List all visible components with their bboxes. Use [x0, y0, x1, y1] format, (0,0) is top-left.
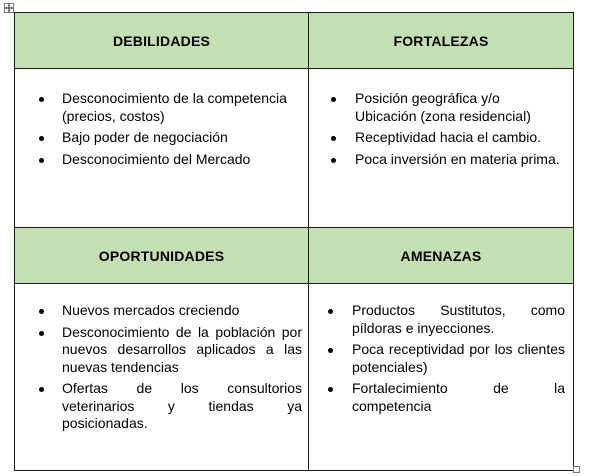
list-item: Receptividad hacia el cambio. — [331, 129, 565, 147]
bullet-icon — [331, 136, 336, 141]
list-fortalezas — [309, 69, 573, 168]
swot-table — [14, 12, 574, 471]
list-item: Nuevos mercados creciendo — [39, 302, 302, 320]
list-item: Desconocimiento de la población por nuevos desarrollos aplicados a las nuevas tendencias — [39, 324, 302, 377]
cell-fortalezas — [309, 69, 574, 228]
header-oportunidades: OPORTUNIDADES — [15, 228, 309, 284]
bullet-icon — [39, 309, 44, 314]
bullet-icon — [39, 331, 44, 336]
table-resize-handle-icon[interactable] — [573, 466, 580, 473]
list-debilidades — [15, 69, 308, 168]
header-debilidades: DEBILIDADES — [15, 13, 309, 69]
list-item: Poca receptividad por los clientes potenciales) — [328, 341, 565, 376]
list-item: Poca inversión en materia prima. — [331, 151, 565, 169]
bullet-icon — [39, 97, 44, 102]
list-item: Bajo poder de negociación — [39, 129, 300, 147]
cell-oportunidades — [15, 284, 309, 471]
header-fortalezas: FORTALEZAS — [309, 13, 574, 69]
bullet-icon — [331, 97, 336, 102]
bullet-icon — [328, 348, 333, 353]
list-item: Ofertas de los consultorios veterinarios y tiendas ya posicionadas. — [39, 380, 302, 433]
bullet-icon — [328, 387, 333, 392]
table-move-handle-icon[interactable] — [4, 3, 14, 13]
bullet-icon — [39, 136, 44, 141]
list-item: Productos Sustitutos, como píldoras e inyecciones. — [328, 302, 565, 337]
bullet-icon — [328, 309, 333, 314]
cell-amenazas — [309, 284, 574, 471]
list-item: Fortalecimiento de la competencia — [328, 380, 565, 415]
list-oportunidades — [15, 284, 308, 433]
list-item: Desconocimiento del Mercado — [39, 151, 300, 169]
list-amenazas — [309, 284, 573, 415]
header-amenazas: AMENAZAS — [309, 228, 574, 284]
list-item: Desconocimiento de la competencia (precios, costos) — [39, 90, 300, 125]
cell-debilidades — [15, 69, 309, 228]
list-item: Posición geográfica y/o Ubicación (zona residencial) — [331, 90, 565, 125]
bullet-icon — [39, 387, 44, 392]
bullet-icon — [39, 158, 44, 163]
bullet-icon — [331, 158, 336, 163]
